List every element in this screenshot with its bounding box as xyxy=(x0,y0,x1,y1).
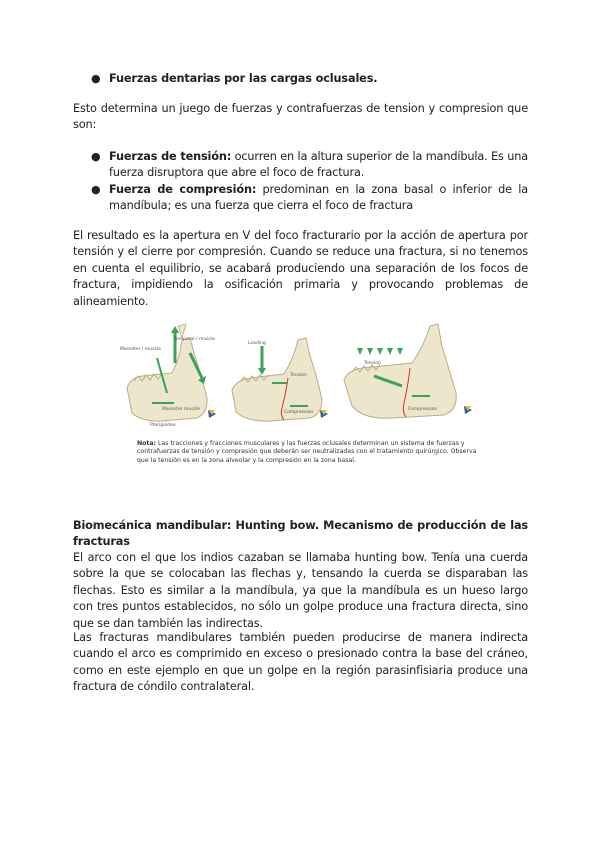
figure-label: Tension xyxy=(364,361,381,366)
figure-label: Tension xyxy=(290,373,307,378)
list-item xyxy=(73,71,528,87)
paragraph: El arco con el que los indios cazaban se llamaba hunting bow. Tenía una cuerda sobre la que se colocaban las flechas y, tensando la cuerda se disparaban las flechas. Esto es similar a la mandíbula, ya que la mandíbula es un hueso largo con tres puntos establecidos, no sólo un golpe produce una fractura directa, sino que se dan también las indirectas. xyxy=(73,551,528,630)
bullet-icon: ● xyxy=(91,150,101,163)
bullet-icon: ● xyxy=(91,182,101,196)
paragraph: Las fracturas mandibulares también pueden producirse de manera indirecta cuando el arco es comprimido en exceso o presionado contra la base del cráneo, como en este ejemplo en que un golpe en la región parasinfisiaria produce una fractura de cóndilo contralateral. xyxy=(73,631,528,694)
top-bullet-list xyxy=(73,71,528,87)
figure-label: Masseter / muscle xyxy=(120,347,161,352)
figure-label: Compression xyxy=(408,407,438,412)
figure-label: Temporal / muscle xyxy=(174,337,216,342)
mandible-forces-figure xyxy=(112,318,492,468)
caption-text: Las tracciones y fracciones musculares y las fuerzas oclusales determinan un sistema de fuerzas y contrafuerzas de tensión y compresión que deberán ser neutralizadas con el tratamiento quirúrgico. Observa que la tensión es en la zona alveolar y la compresión en la zona basal. xyxy=(137,440,477,464)
section-title xyxy=(73,518,528,551)
bullet-bold: Fuerza de compresión: xyxy=(109,182,257,196)
force-arrows xyxy=(357,348,403,355)
figure-caption xyxy=(137,440,477,465)
forces-bullet-list xyxy=(73,149,528,215)
figure-label: Compression xyxy=(284,410,314,415)
bullet-bold: Fuerzas de tensión: xyxy=(109,150,232,163)
figure-label: Pterigoideo xyxy=(150,423,176,428)
paragraph: El resultado es la apertura en V del foco fracturario por la acción de apertura por tensión y el cierre por compresión. Cuando se reduce una fractura, si no tenemos en cuenta el equilibrio, se acabará produciendo una separación de los focos de fractura, impidiendo la osificación primaria y provocando problemas de alineamiento. xyxy=(73,229,528,308)
bullet-bold: Fuerzas dentarias por las cargas oclusales. xyxy=(109,72,378,85)
section-title-text: Biomecánica mandibular: Hunting bow. Mecanismo de producción de las fracturas xyxy=(73,519,528,549)
paragraph: Esto determina un juego de fuerzas y contrafuerzas de tension y compresion que son: xyxy=(73,102,528,132)
list-item xyxy=(73,182,528,215)
mandible-panel-3 xyxy=(344,324,472,418)
list-item xyxy=(73,149,528,182)
figure-illustration xyxy=(112,318,492,438)
caption-label: Nota: xyxy=(137,440,157,447)
mandible-panel-1 xyxy=(120,324,216,428)
mandible-panel-2 xyxy=(232,338,328,421)
bullet-icon: ● xyxy=(91,72,101,85)
bullet-text: predominan en la zona basal o inferior de la mandíbula; es una fuerza que cierra el foco de fractura xyxy=(109,182,528,213)
figure-label: Masseter muscle xyxy=(162,407,200,412)
figure-label: Loading xyxy=(248,341,266,346)
bullet-text: ocurren en la altura superior de la mandíbula. Es una fuerza disruptora que abre el foco de fractura. xyxy=(109,150,528,180)
